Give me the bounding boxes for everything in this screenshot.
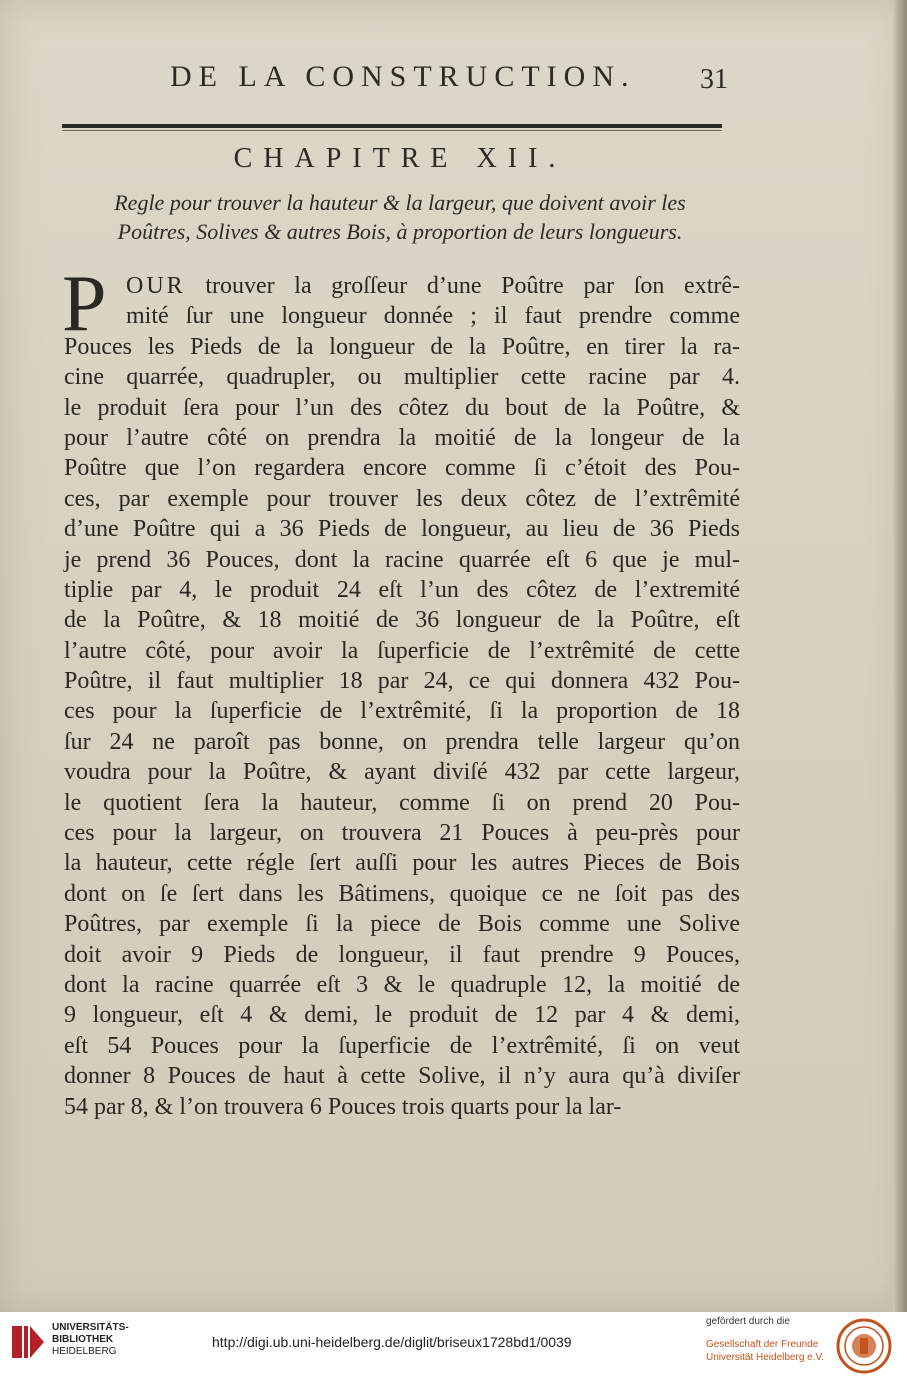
- body-text: [62, 260, 741, 1122]
- library-name-line: HEIDELBERG: [52, 1346, 117, 1357]
- text-line: ſur 24 ne paroît pas bonne, on prendra telle largeur qu’on: [64, 728, 740, 755]
- subtitle-line: Regle pour trouver la hauteur & la largeur, que doivent avoir les: [114, 190, 686, 215]
- subtitle-line: Poûtres, Solives & autres Bois, à proportion de leurs longueurs.: [117, 219, 683, 244]
- library-name: [52, 1322, 129, 1358]
- sponsor-name[interactable]: [706, 1338, 824, 1364]
- permalink-url[interactable]: http://digi.ub.uni-heidelberg.de/diglit/briseux1728bd1/0039: [212, 1334, 572, 1350]
- library-name-line: BIBLIOTHEK: [52, 1334, 114, 1345]
- text-line: Poûtres, par exemple ſi la piece de Bois comme une Solive: [64, 911, 740, 938]
- chapter-title: CHAPITRE XII.: [233, 143, 567, 174]
- text-line: le produit ſera pour l’un des côtez du bout de la Poûtre, &: [64, 394, 740, 421]
- text-line: mité ſur une longueur donnée ; il faut prendre comme: [126, 303, 740, 330]
- university-seal-icon: [836, 1318, 892, 1374]
- text-line: d’une Poûtre qui a 36 Pieds de longueur, au lieu de 36 Pieds: [64, 516, 740, 543]
- text-line: dont on ſe ſert dans les Bâtimens, quoique ce ne ſoit pas des: [64, 880, 740, 907]
- text-line: eſt 54 Pouces pour la ſuperficie de l’extrêmité, ſi on veut: [64, 1032, 740, 1059]
- text-line: l’autre côté, pour avoir la ſuperficie de l’extrêmité de cette: [64, 637, 740, 664]
- text-line: 9 longueur, eſt 4 & demi, le produit de 12 par 4 & demi,: [64, 1002, 740, 1029]
- chapter-subtitle: [60, 188, 740, 246]
- text-line: je prend 36 Pouces, dont la racine quarrée eſt 6 que je mul-: [64, 546, 740, 573]
- text-line: le quotient ſera la hauteur, comme ſi on prend 20 Pou-: [64, 789, 740, 816]
- sponsor-name-line: Universität Heidelberg e.V.: [706, 1352, 825, 1363]
- viewer-footer: [0, 1312, 907, 1379]
- text-line: pour l’autre côté on prendra la moitié de la longeur de la: [64, 424, 740, 451]
- text-line: voudra pour la Poûtre, & ayant diviſé 432 par cette largeur,: [64, 759, 740, 786]
- text-line: tiplie par 4, le produit 24 eſt l’un des côtez de l’extremité: [64, 576, 740, 603]
- text-line: ces pour la ſuperficie de l’extrêmité, ſi la proportion de 18: [64, 698, 740, 725]
- text-line: 54 par 8, & l’on trouvera 6 Pouces trois quarts pour la lar-: [64, 1093, 622, 1120]
- text-line: ces, par exemple pour trouver les deux côtez de l’extrêmité: [64, 485, 740, 512]
- first-word-smallcaps: OUR: [126, 273, 186, 299]
- library-name-line: UNIVERSITÄTS-: [52, 1322, 129, 1333]
- text-line: [64, 271, 740, 301]
- sponsor-label: gefördert durch die: [706, 1316, 790, 1327]
- header-rule: [62, 124, 722, 128]
- drop-cap: P: [62, 260, 107, 348]
- text-line: Pouces les Pieds de la longueur de la Poûtre, en tirer la ra-: [64, 333, 740, 360]
- text-line: Poûtre que l’on regardera encore comme ſi c’étoit des Pou-: [64, 455, 740, 482]
- text-line: cine quarrée, quadrupler, ou multiplier cette racine par 4.: [64, 364, 740, 391]
- university-library-logo-icon[interactable]: [10, 1322, 46, 1362]
- sponsor-name-line: Gesellschaft der Freunde: [706, 1339, 819, 1350]
- text-line: donner 8 Pouces de haut à cette Solive, il n’y aura qu’à diviſer: [64, 1063, 740, 1090]
- text-line: de la Poûtre, & 18 moitié de 36 longueur de la Poûtre, eſt: [64, 607, 740, 634]
- text-line: dont la racine quarrée eſt 3 & le quadruple 12, la moitié de: [64, 971, 740, 998]
- page-number: 31: [700, 64, 728, 95]
- text-line-content: trouver la groſſeur d’une Poûtre par ſon extrê-: [205, 273, 741, 299]
- text-line: Poûtre, il faut multiplier 18 par 24, ce qui donnera 432 Pou-: [64, 668, 740, 695]
- text-line: la hauteur, cette régle ſert auſſi pour les autres Pieces de Bois: [64, 850, 740, 877]
- running-title: DE LA CONSTRUCTION.: [170, 60, 636, 93]
- text-line: doit avoir 9 Pieds de longueur, il faut prendre 9 Pouces,: [64, 941, 740, 968]
- page-edge: [893, 0, 907, 1312]
- text-line: ces pour la largeur, on trouvera 21 Pouces à peu-près pour: [64, 820, 740, 847]
